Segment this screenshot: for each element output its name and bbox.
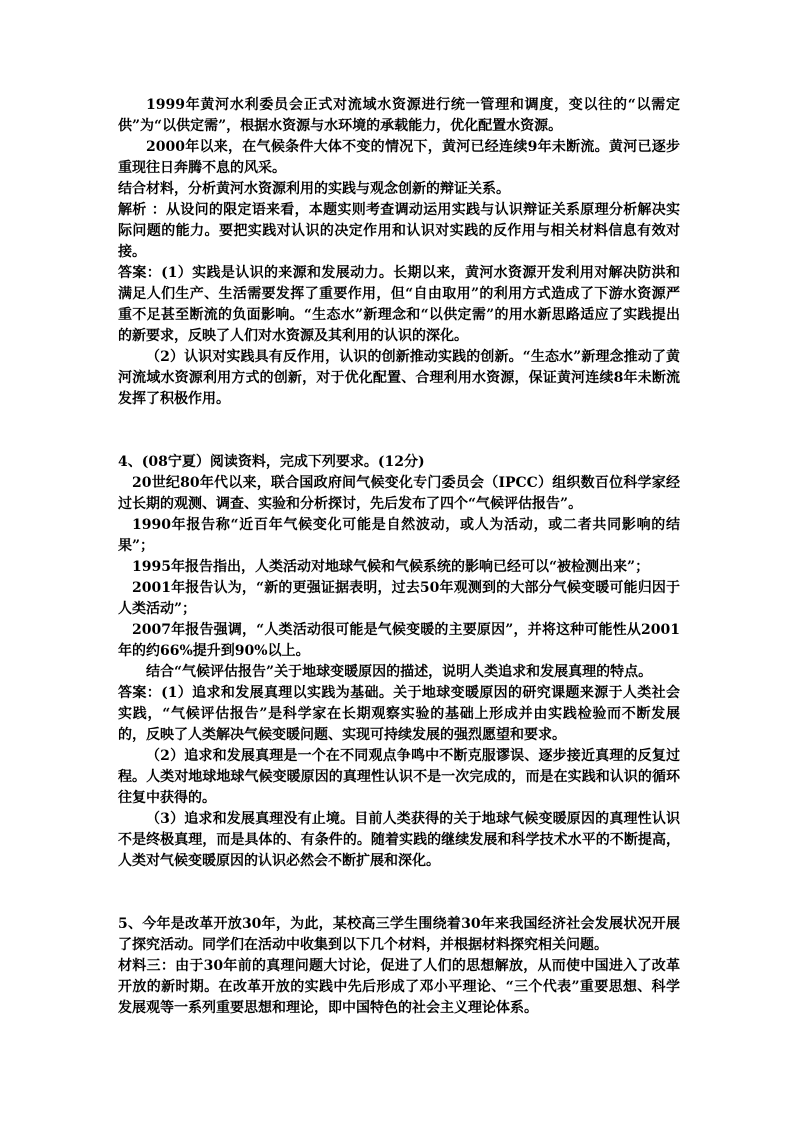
spacer [118, 410, 680, 452]
material-3: 材料三：由于30年前的真理问题大讨论，促进了人们的思想解放，从而使中国进入了改革开放的新时期。在改革开放的实践中先后形成了邓小平理论、“三个代表”重要思想、科学发展观等一系列重要思想和理论，即中国特色的社会主义理论体系。 [118, 958, 680, 1016]
document-page [118, 95, 680, 1019]
paragraph-2000: 2000年以来，在气候条件大体不变的情况下，黄河已经连续9年未断流。黄河已逐步重现往日奔腾不息的风采。 [118, 139, 680, 176]
report-1990: 1990年报告称“近百年气候变化可能是自然波动，或人为活动，或二者共同影响的结果”； [118, 517, 680, 554]
answer-4-part-1: 答案：(1）追求和发展真理以实践为基础。关于地球变暖原因的研究课题来源于人类社会实践，“气候评估报告”是科学家在长期观察实验的基础上形成并由实践检验而不断发展的，反映了人类解决气候变暖问题、实现可持续发展的强烈愿望和要求。 [118, 685, 680, 743]
answer-1-part-1: 答案：(1）实践是认识的来源和发展动力。长期以来，黄河水资源开发利用对解决防洪和满足人们生产、生活需要发挥了重要作用，但“自由取用”的利用方式造成了下游水资源严重不足甚至断流的负面影响。“生态水”新理念和“以供定需”的用水新思路适应了实践提出的新要求，反映了人们对水资源及其利用的认识的深化。 [118, 265, 680, 344]
report-2007: 2007年报告强调，“人类活动很可能是气候变暖的主要原因”，并将这种可能性从2001年的约66%提升到90%以上。 [118, 622, 680, 659]
report-1995: 1995年报告指出，人类活动对地球气候和气候系统的影响已经可以“被检测出来”； [132, 559, 650, 575]
paragraph-1999: 1999年黄河水利委员会正式对流域水资源进行统一管理和调度，变以往的“以需定供”为“以供定需”，根据水资源与水环境的承载能力，优化配置水资源。 [118, 97, 680, 134]
ipcc-intro: 20世纪80年代以来，联合国政府间气候变化专门委员会（IPCC）组织数百位科学家经过长期的观测、调查、实验和分析探讨，先后发布了四个“气候评估报告”。 [118, 475, 680, 512]
question-5-heading: 5、今年是改革开放30年，为此，某校高三学生围绕着30年来我国经济社会发展状况开展了探究活动。同学们在活动中收集到以下几个材料，并根据材料探究相关问题。 [118, 916, 680, 953]
question-4: 结合“气候评估报告”关于地球变暖原因的描述，说明人类追求和发展真理的特点。 [146, 664, 653, 680]
answer-1-part-2: （2）认识对实践具有反作用，认识的创新推动实践的创新。“生态水”新理念推动了黄河流域水资源利用方式的创新，对于优化配置、合理利用水资源，保证黄河连续8年未断流发挥了积极作用。 [118, 349, 680, 407]
answer-4-part-2: （2）追求和发展真理是一个在不同观点争鸣中不断克服谬误、逐步接近真理的反复过程。人类对地球地球气候变暖原因的真理性认识不是一次完成的，而是在实践和认识的循环往复中获得的。 [118, 748, 680, 806]
answer-4-part-3: （3）追求和发展真理没有止境。目前人类获得的关于地球气候变暖原因的真理性认识不是终极真理，而是具体的、有条件的。随着实践的继续发展和科学技术水平的不断提高，人类对气候变暖原因的认识必然会不断扩展和深化。 [118, 811, 680, 869]
analysis-1: 解析 ：从设问的限定语来看，本题实则考查调动运用实践与认识辩证关系原理分析解决实际问题的能力。要把实践对认识的决定作用和认识对实践的反作用与相关材料信息有效对接。 [118, 202, 680, 260]
question-1: 结合材料，分析黄河水资源利用的实践与观念创新的辩证关系。 [118, 181, 510, 197]
spacer [118, 872, 680, 914]
report-2001: 2001年报告认为，“新的更强证据表明，过去50年观测到的大部分气候变暖可能归因于人类活动”； [118, 580, 680, 617]
question-4-heading: 4、(08宁夏）阅读资料，完成下列要求。(12分) [118, 454, 425, 470]
